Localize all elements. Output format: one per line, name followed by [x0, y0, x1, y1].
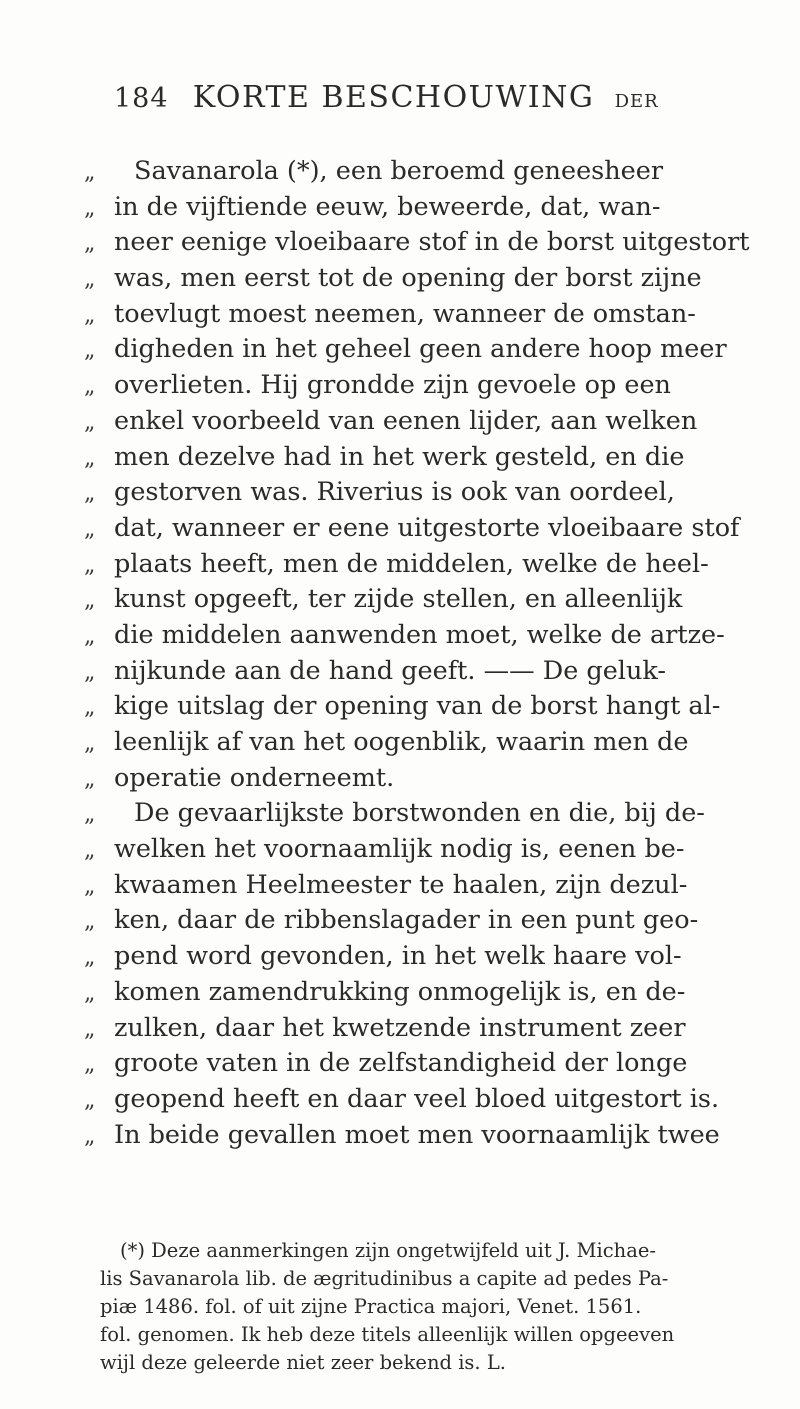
text-line: „ die middelen aanwenden moet, welke de artze- [84, 619, 725, 650]
text-line: „ leenlijk af van het oogenblik, waarin men de [84, 727, 689, 757]
text-line: „ gestorven was. Riverius is ook van oordeel, [84, 477, 675, 508]
running-title: KORTE BESCHOUWING [192, 80, 595, 115]
text-line: „ operatie onderneemt. [84, 762, 395, 793]
text-line: „ kunst opgeeft, ter zijde stellen, en alleenlijk [84, 584, 683, 615]
footnote-line: fol. genomen. Ik heb deze titels alleenlijk willen opgeeven [100, 1323, 675, 1346]
footnote-line: lis Savanarola lib. de ægritudinibus a capite ad pedes Pa- [100, 1267, 669, 1290]
text-line: „ nijkunde aan de hand geeft. —— De geluk- [84, 655, 666, 686]
text-line: „ Savanarola (*), een beroemd geneesheer [84, 156, 664, 186]
text-line: „ welken het voornaamlijk nodig is, eenen be- [84, 834, 685, 865]
running-title-tail: DER [614, 91, 659, 112]
text-line: „ ken, daar de ribbenslagader in een punt geo- [84, 905, 699, 936]
text-line: „ dat, wanneer er eene uitgestorte vloeibaare stof [84, 512, 740, 543]
text-line: „ in de vijftiende eeuw, beweerde, dat, wan- [84, 191, 661, 222]
text-line: „ overlieten. Hij grondde zijn gevoele op een [84, 370, 671, 401]
text-line: „ groote vaten in de zelfstandigheid der longe [84, 1048, 688, 1079]
text-line: „ digheden in het geheel geen andere hoop meer [84, 334, 727, 365]
running-header [114, 80, 744, 130]
footnote-line: wijl deze geleerde niet zeer bekend is. L. [100, 1351, 506, 1374]
text-line: „ neer eenige vloeibaare stof in de borst uitgestort [84, 227, 750, 258]
text-line: „ De gevaarlijkste borstwonden en die, bij de- [84, 798, 705, 829]
text-line: „ enkel voorbeeld van eenen lijder, aan welken [84, 405, 698, 436]
text-line: „ was, men eerst tot de opening der borst zijne [84, 263, 702, 294]
text-line: „ geopend heeft en daar veel bloed uitgestort is. [84, 1083, 720, 1114]
text-line: „ In beide gevallen moet men voornaamlijk twee [84, 1119, 720, 1150]
footnote-line: piæ 1486. fol. of uit zijne Practica majori, Venet. 1561. [100, 1295, 642, 1318]
footnote [100, 1237, 780, 1377]
text-line: „ zulken, daar het kwetzende instrument zeer [84, 1012, 686, 1043]
text-line: „ men dezelve had in het werk gesteld, en die [84, 441, 685, 472]
text-line: „ toevlugt moest neemen, wanneer de omstan- [84, 298, 696, 329]
text-line: „ pend word gevonden, in het welk haare vol- [84, 941, 682, 972]
footnote-line: (*) Deze aanmerkingen zijn ongetwijfeld uit J. Michae- [120, 1239, 656, 1262]
text-line: „ komen zamendrukking onmogelijk is, en de- [84, 976, 686, 1007]
text-line: „ kige uitslag der opening van de borst hangt al- [84, 691, 721, 722]
body-text [84, 154, 764, 1153]
text-line: „ plaats heeft, men de middelen, welke de heel- [84, 548, 709, 579]
page-number: 184 [114, 83, 169, 114]
text-line: „ kwaamen Heelmeester te haalen, zijn dezul- [84, 869, 688, 900]
